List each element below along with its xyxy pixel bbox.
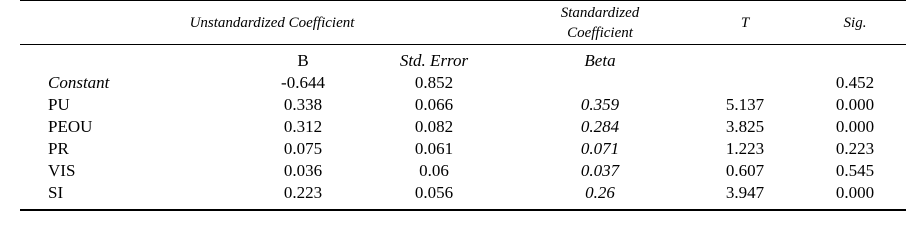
cell-label: PR — [48, 139, 69, 158]
cell-sig: 0.452 — [835, 73, 875, 92]
cell-label: PU — [48, 95, 70, 114]
cell-b: 0.075 — [283, 139, 323, 158]
cell-b: 0.223 — [283, 183, 323, 202]
cell-t: 3.947 — [725, 183, 765, 202]
cell-std-error: 0.061 — [414, 139, 454, 158]
cell-std-error: 0.066 — [414, 95, 454, 114]
subheader-b: B — [297, 51, 309, 70]
header-sig: Sig. — [843, 15, 867, 31]
cell-label: Constant — [48, 73, 110, 92]
cell-sig: 0.545 — [835, 161, 875, 180]
cell-b: 0.312 — [283, 117, 323, 136]
cell-label: VIS — [48, 161, 76, 180]
cell-beta: 0.071 — [580, 139, 620, 158]
bottom-rule — [20, 209, 906, 211]
cell-label: SI — [48, 183, 64, 202]
subheader-beta: Beta — [584, 51, 616, 70]
cell-std-error: 0.056 — [414, 183, 454, 202]
cell-sig: 0.000 — [835, 183, 875, 202]
cell-b: 0.036 — [283, 161, 323, 180]
cell-sig: 0.000 — [835, 95, 875, 114]
cell-b: -0.644 — [281, 73, 325, 92]
header-standardized-line1: Standardized — [560, 5, 640, 21]
cell-beta: 0.359 — [580, 95, 620, 114]
cell-b: 0.338 — [283, 95, 323, 114]
header-unstandardized: Unstandardized Coefficient — [189, 15, 355, 31]
cell-beta: 0.26 — [585, 183, 615, 202]
top-rule — [20, 0, 906, 1]
cell-t: 1.223 — [725, 139, 765, 158]
header-t: T — [740, 15, 750, 31]
subheader-std-error: Std. Error — [399, 51, 469, 70]
header-rule — [20, 44, 906, 45]
cell-sig: 0.000 — [835, 117, 875, 136]
cell-sig: 0.223 — [835, 139, 875, 158]
cell-t: 5.137 — [725, 95, 765, 114]
cell-std-error: 0.06 — [419, 161, 449, 180]
cell-beta: 0.284 — [580, 117, 620, 136]
cell-beta: 0.037 — [580, 161, 620, 180]
header-standardized-line2: Coefficient — [567, 25, 633, 41]
cell-std-error: 0.852 — [414, 73, 454, 92]
cell-t: 0.607 — [725, 161, 765, 180]
cell-label: PEOU — [48, 117, 93, 136]
cell-t: 3.825 — [725, 117, 765, 136]
cell-std-error: 0.082 — [414, 117, 454, 136]
